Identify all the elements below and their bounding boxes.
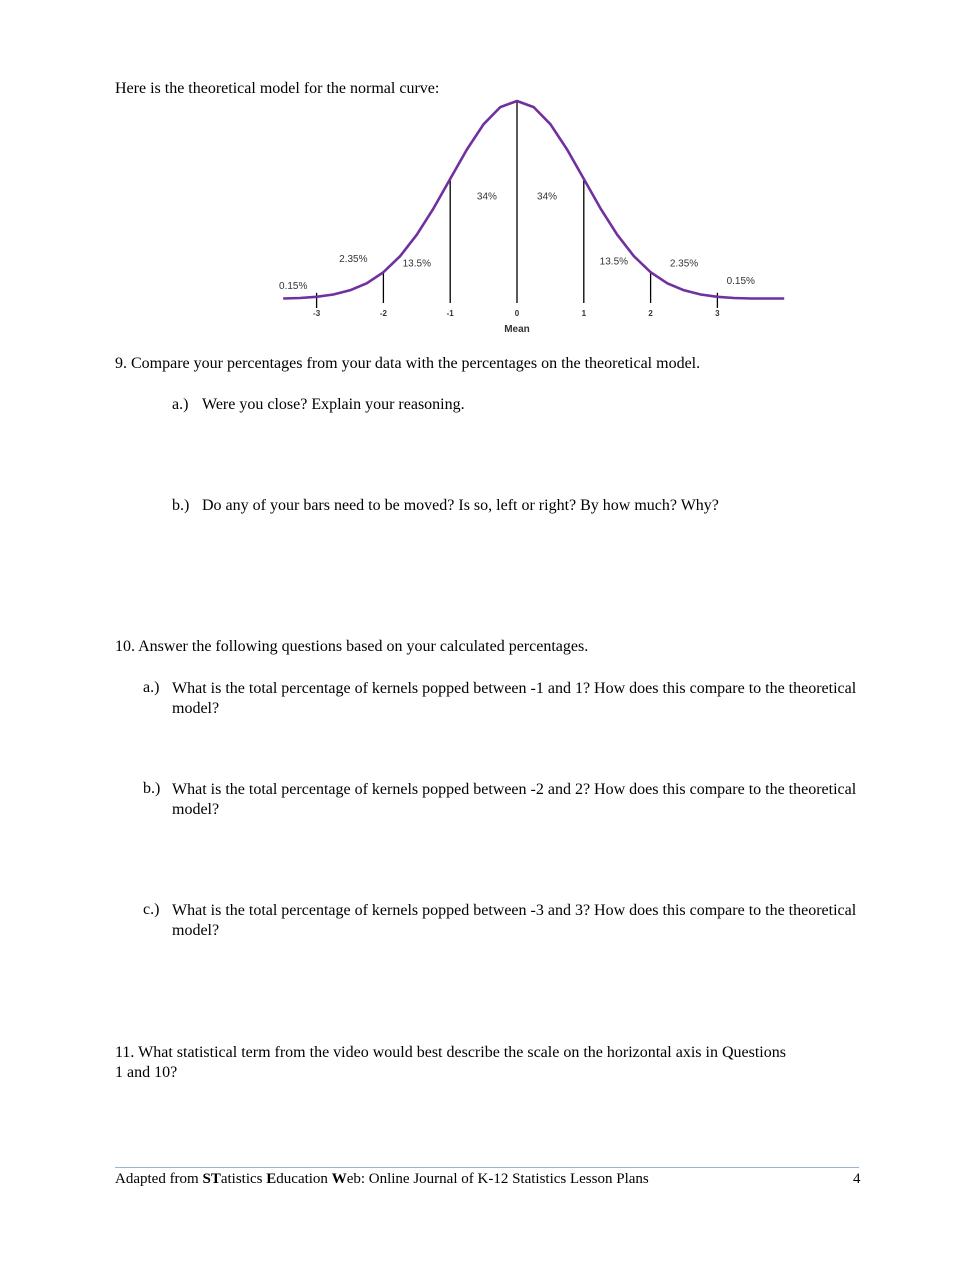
question-10: 10. Answer the following questions based on your calculated percentages. (115, 638, 589, 655)
region-percent-label: 13.5% (599, 256, 629, 268)
x-tick-label: -1 (446, 309, 454, 318)
question-10b-text: What is the total percentage of kernels popped between -2 and 2? How does this compare to the theoretical model? (172, 781, 857, 818)
question-9b-text: Do any of your bars need to be moved? Is so, left or right? By how much? Why? (202, 497, 719, 514)
footer-bold-w: W (331, 1171, 347, 1187)
footer-divider (115, 1167, 859, 1168)
footer-atistics: atistics (220, 1171, 267, 1187)
footer-text (115, 1171, 649, 1188)
question-10c-text: What is the total percentage of kernels popped between -3 and 3? How does this compare to the theoretical model? (172, 902, 857, 939)
footer-ducation: ducation (276, 1171, 332, 1187)
question-10b-label: b.) (143, 780, 161, 797)
x-tick-label: 2 (648, 309, 653, 318)
question-9b (172, 497, 719, 515)
x-tick-label: -2 (379, 309, 387, 318)
x-tick-label: 3 (715, 309, 720, 318)
question-10a-label: a.) (143, 679, 160, 696)
region-percent-label: 34% (476, 191, 497, 203)
footer-bold-st: ST (202, 1171, 221, 1187)
question-10c-label: c.) (143, 901, 160, 918)
x-tick-label: 0 (514, 309, 520, 318)
question-9a (172, 396, 465, 414)
question-11: 11. What statistical term from the video would best describe the scale on the horizontal axis in Questions 1 and 10? (115, 1044, 786, 1081)
x-axis-label: Mean (504, 324, 530, 335)
question-9b-label: b.) (172, 497, 190, 514)
page-number: 4 (853, 1171, 861, 1187)
footer-rest: eb: Online Journal of K-12 Statistics Lesson Plans (346, 1171, 649, 1187)
footer-bold-e: E (266, 1171, 277, 1187)
region-percent-label: 2.35% (669, 258, 699, 270)
x-tick-label: 1 (581, 309, 587, 318)
region-percent-label: 13.5% (402, 258, 431, 270)
x-tick-label: -3 (313, 309, 321, 318)
normal-curve-line (283, 101, 784, 299)
region-percent-label: 0.15% (279, 281, 308, 293)
question-9a-text: Were you close? Explain your reasoning. (202, 396, 465, 413)
footer-prefix: Adapted from (115, 1171, 203, 1187)
region-percent-label: 2.35% (339, 253, 368, 265)
region-percent-label: 0.15% (726, 276, 755, 288)
normal-curve-chart (0, 0, 979, 345)
question-10a-text: What is the total percentage of kernels popped between -1 and 1? How does this compare to the theoretical model? (172, 680, 857, 717)
intro-text: Here is the theoretical model for the normal curve: (115, 80, 440, 97)
region-percent-label: 34% (537, 191, 558, 203)
question-9: 9. Compare your percentages from your data with the percentages on the theoretical model. (115, 355, 701, 372)
question-9a-label: a.) (172, 396, 189, 413)
